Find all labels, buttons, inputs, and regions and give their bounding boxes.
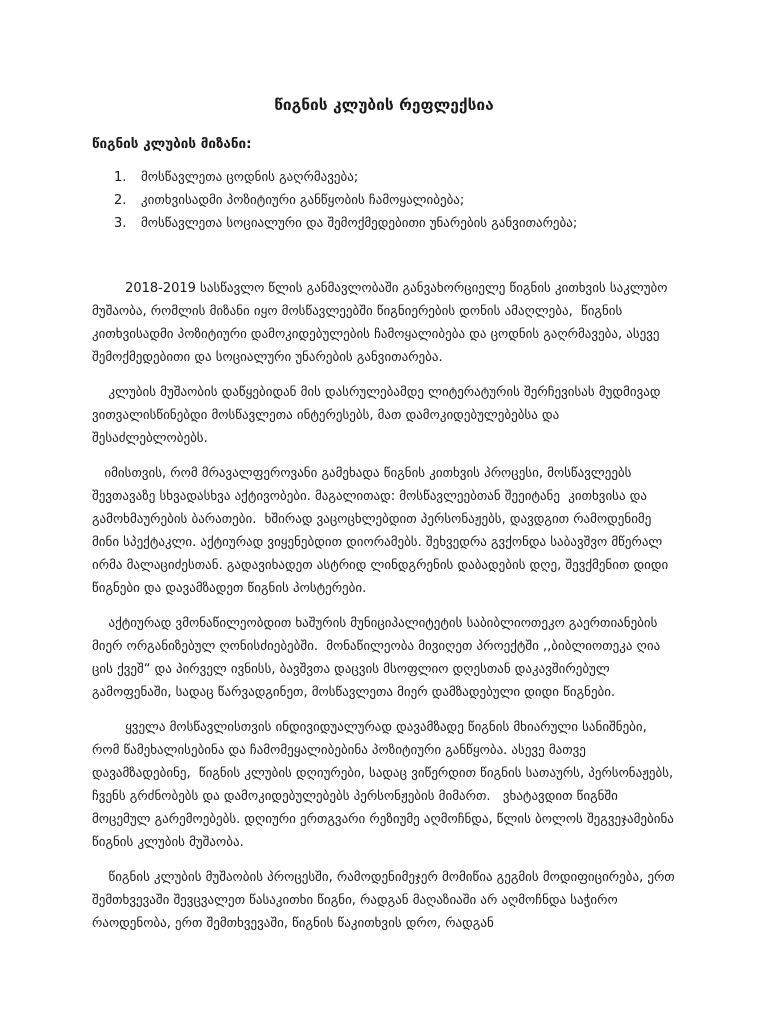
document-title: წიგნის კლუბის რეფლექსია bbox=[274, 96, 494, 114]
goal-number: 1. bbox=[114, 170, 127, 185]
goal-number: 2. bbox=[114, 193, 127, 208]
goal-item bbox=[114, 212, 676, 235]
goal-text: მოსწავლეთა ცოდნის გაღრმავება; bbox=[141, 170, 359, 185]
goal-item bbox=[114, 189, 676, 212]
goal-text: მოსწავლეთა სოციალური და შემოქმედებითი უნარების განვითარება; bbox=[141, 216, 578, 231]
goal-heading: წიგნის კლუბის მიზანი: bbox=[92, 136, 252, 152]
body-paragraph: 2018-2019 სასწავლო წლის განმავლობაში განვახორციელე წიგნის კითხვის საკლუბო მუშაობა, რომლის მიზანი იყო მოსწავლეებში წიგნიერების დონის ამაღლება, წიგნის კითხვისადმი პოზიტიური დამოკიდებულების ჩამოყალიბება და ცოდნის გაღრმავება, ასევე შემოქმედებითი და სოციალური უნარების განვითარება. bbox=[92, 281, 672, 365]
goal-text: კითხვისადმი პოზიტიური განწყობის ჩამოყალიბება; bbox=[141, 193, 465, 208]
body-paragraph: წიგნის კლუბის მუშაობის პროცესში, რამოდენიმეჯერ მომიწია გეგმის მოდიფიცირება, ერთ შემთხვევაში შევცვალეთ წასაკითხი წიგნი, რადგან მაღაზიაში არ აღმოჩნდა საჭირო რაოდენობა, ერთ შემთხვევაში, წიგნის წაკითხვის დრო, რადგან bbox=[92, 870, 679, 931]
goal-item bbox=[114, 166, 676, 189]
body-paragraph: ყველა მოსწავლისთვის ინდივიდუალურად დავამზადე წიგნის მხიარული სანიშნები, რომ წამეხალისებინა და ჩამომეყალიბებინა პოზიტიური განწყობა. ასევე მათვე დავამზადებინე, წიგნის კლუბის დღიურები, სადაც ვიწერდით წიგნის სათაურს, პერსონაჟებს, ჩვენს გრძნობებს და დამოკიდებულებებს პერსონჟების მიმართ. ვხატავდით წიგნში მოცემულ გარემოებებს. დღიური ერთგვარი რეზიუმე აღმოჩნდა, წლის ბოლოს შეგვეჯამებინა წიგნის კლუბის მუშაობა. bbox=[92, 720, 678, 850]
body-paragraph: აქტიურად ვმონაწილეობდით ხაშურის მუნიციპალიტეტის საბიბლიოთეკო გაერთიანების მიერ ორგანიზებულ ღონისძიებებში. მონაწილეობა მივიღეთ პროექტში ,,ბიბლიოთეკა ღია ცის ქვეშ“ და პირველ ივნისს, ბავშვთა დაცვის მსოფლიო დღესთან დაკავშირებულ გამოფენაში, სადაც წარვადგინეთ, მოსწავლეთა მიერ დამზადებული დიდი წიგნები. bbox=[92, 616, 665, 700]
body-paragraph: იმისთვის, რომ მრავალფეროვანი გამეხადა წიგნის კითხვის პროცესი, მოსწავლეებს შევთავაზე სხვადასხვა აქტივობები. მაგალითად: მოსწავლეებთან შეეიტანე კითხვისა და გამოხმაურების ბარათები. ხშირად ვაცოცხლებდით პერსონაჟებს, დავდგით რამოდენიმე მინი სპექტაკლი. აქტიურად ვიყენებდით დიორამებს. შეხვედრა გვქონდა საბავშვო მწერალ ირმა მალაციძესთან. გადავიხადეთ ასტრიდ ლინდგრენის დაბადების დღე, შევქმენით დიდი წიგნები და დავამზადეთ წიგნის პოსტერები. bbox=[92, 466, 673, 596]
body-paragraph: კლუბის მუშაობის დაწყებიდან მის დასრულებამდე ლიტერატურის შერჩევისას მუდმივად ვითვალისწინებდი მოსწავლეთა ინტერესებს, მათ დამოკიდებულებებსა და შესაძლებლობებს. bbox=[92, 385, 665, 446]
goal-number: 3. bbox=[114, 216, 127, 231]
goal-list bbox=[92, 166, 676, 235]
